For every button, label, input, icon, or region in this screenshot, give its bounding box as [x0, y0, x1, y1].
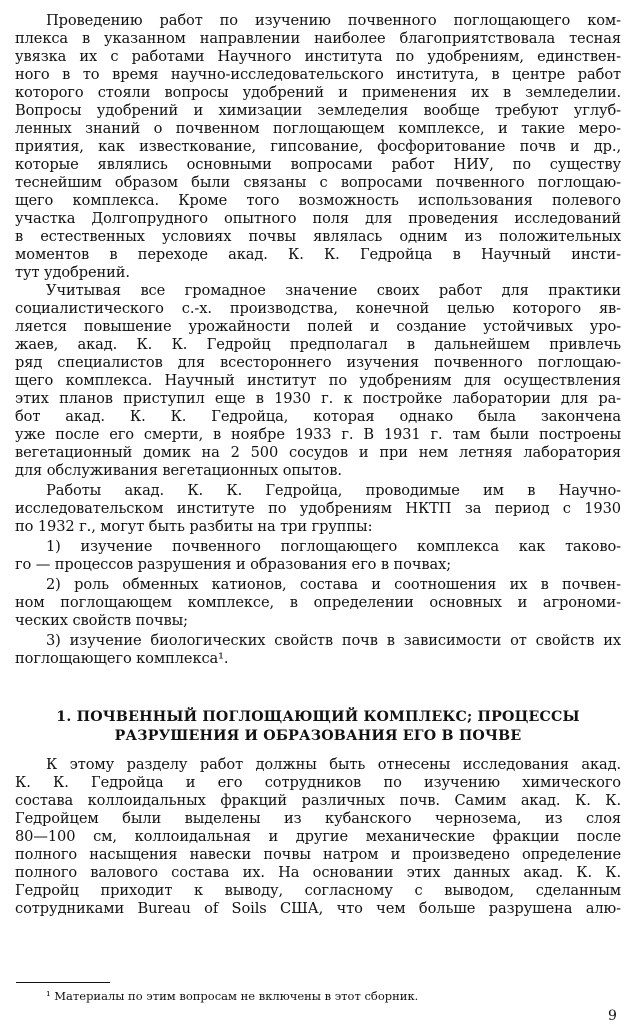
footnote: ¹ Материалы по этим вопросам не включены в этот сборник. [46, 989, 419, 1003]
text-line: в естественных условиях почвы являлась одним из положительных [15, 228, 621, 245]
list-item-line: 2) роль обменных катионов, состава и соотношения их в почвен- [46, 576, 621, 593]
text-line: тут удобрений. [15, 264, 130, 281]
text-line: ленных знаний о почвенном поглощающем комплексе, и такие меро- [15, 120, 621, 137]
section-heading-line-1: 1. ПОЧВЕННЫЙ ПОГЛОЩАЮЩИЙ КОМПЛЕКС; ПРОЦЕССЫ [56, 709, 580, 725]
text-line: жаев, акад. К. К. Гедройц предполагал в дальнейшем привлечь [15, 336, 621, 353]
text-line: полного насыщения навески почвы натром и произведено определение [15, 846, 621, 863]
text-line: Гедройц приходит к выводу, согласному с выводом, сделанным [15, 882, 621, 899]
text-line: Учитывая все громадное значение своих работ для практики [46, 282, 621, 299]
text-line: К. К. Гедройца и его сотрудников по изучению химического [15, 774, 621, 791]
list-item-line: 3) изучение биологических свойств почв в зависимости от свойств их [46, 632, 621, 649]
text-line: уже после его смерти, в ноябре 1933 г. В 1931 г. там были построены [15, 426, 621, 443]
text-line: исследовательском институте по удобрениям НКТП за период с 1930 [15, 500, 621, 517]
text-line: для обслуживания вегетационных опытов. [15, 462, 342, 479]
text-line: сотрудниками Bureau of Soils США, что чем больше разрушена алю- [15, 900, 621, 917]
text-line: социалистического с.-х. производства, конечной целью которого яв- [15, 300, 621, 317]
footnote-divider [16, 982, 110, 983]
text-line: этих планов приступил еще в 1930 г. к постройке лаборатории для ра- [15, 390, 621, 407]
text-line: состава коллоидальных фракций различных почв. Самим акад. К. К. [15, 792, 621, 809]
page-number: 9 [608, 1008, 617, 1024]
text-line: теснейшим образом были связаны с вопросами почвенного поглощаю- [15, 174, 621, 191]
text-line: приятия, как известкование, гипсование, фосфоритование почв и др., [15, 138, 621, 155]
text-line: Вопросы удобрений и химизации земледелия вообще требуют углуб- [15, 102, 621, 119]
text-line: которого стояли вопросы удобрений и применения их в земледелии. [15, 84, 621, 101]
text-line: участка Долгопрудного опытного поля для проведения исследований [15, 210, 621, 227]
text-line: ряд специалистов для всестороннего изучения почвенного поглощаю- [15, 354, 621, 371]
list-item-line: 1) изучение почвенного поглощающего комплекса как таково- [46, 538, 621, 555]
text-line: по 1932 г., могут быть разбиты на три группы: [15, 518, 373, 535]
list-item-line: поглощающего комплекса¹. [15, 650, 229, 667]
text-line: ного в то время научно-исследовательского института, в центре работ [15, 66, 621, 83]
text-line: моментов в переходе акад. К. К. Гедройца в Научный инсти- [15, 246, 621, 263]
text-line: полного валового состава их. На основании этих данных акад. К. К. [15, 864, 621, 881]
text-line: 80—100 см, коллоидальная и другие механические фракции после [15, 828, 621, 845]
text-line: щего комплекса. Научный институт по удобрениям для осуществления [15, 372, 621, 389]
text-line: вегетационный домик на 2 500 сосудов и при нем летняя лаборатория [15, 444, 621, 461]
list-item-line: ном поглощающем комплексе, в определении основных и агрономи- [15, 594, 621, 611]
text-line: которые являлись основными вопросами работ НИУ, по существу [15, 156, 621, 173]
list-item-line: ческих свойств почвы; [15, 612, 188, 629]
text-line: Работы акад. К. К. Гедройца, проводимые им в Научно- [46, 482, 621, 499]
text-line: увязка их с работами Научного института по удобрениям, единствен- [15, 48, 621, 65]
text-line: Проведению работ по изучению почвенного поглощающего ком- [46, 12, 621, 29]
text-line: щего комплекса. Кроме того возможность использования полевого [15, 192, 621, 209]
text-line: Гедройцем были выделены из кубанского чернозема, из слоя [15, 810, 621, 827]
section-heading-line-2: РАЗРУШЕНИЯ И ОБРАЗОВАНИЯ ЕГО В ПОЧВЕ [114, 728, 522, 744]
text-line: бот акад. К. К. Гедройца, которая однако была закончена [15, 408, 621, 425]
list-item-line: го — процессов разрушения и образования его в почвах; [15, 556, 452, 573]
text-line: ляется повышение урожайности полей и создание устойчивых уро- [15, 318, 621, 335]
text-line: плекса в указанном направлении наиболее благоприятствовала тесная [15, 30, 621, 47]
text-line: К этому разделу работ должны быть отнесены исследования акад. [46, 756, 621, 773]
